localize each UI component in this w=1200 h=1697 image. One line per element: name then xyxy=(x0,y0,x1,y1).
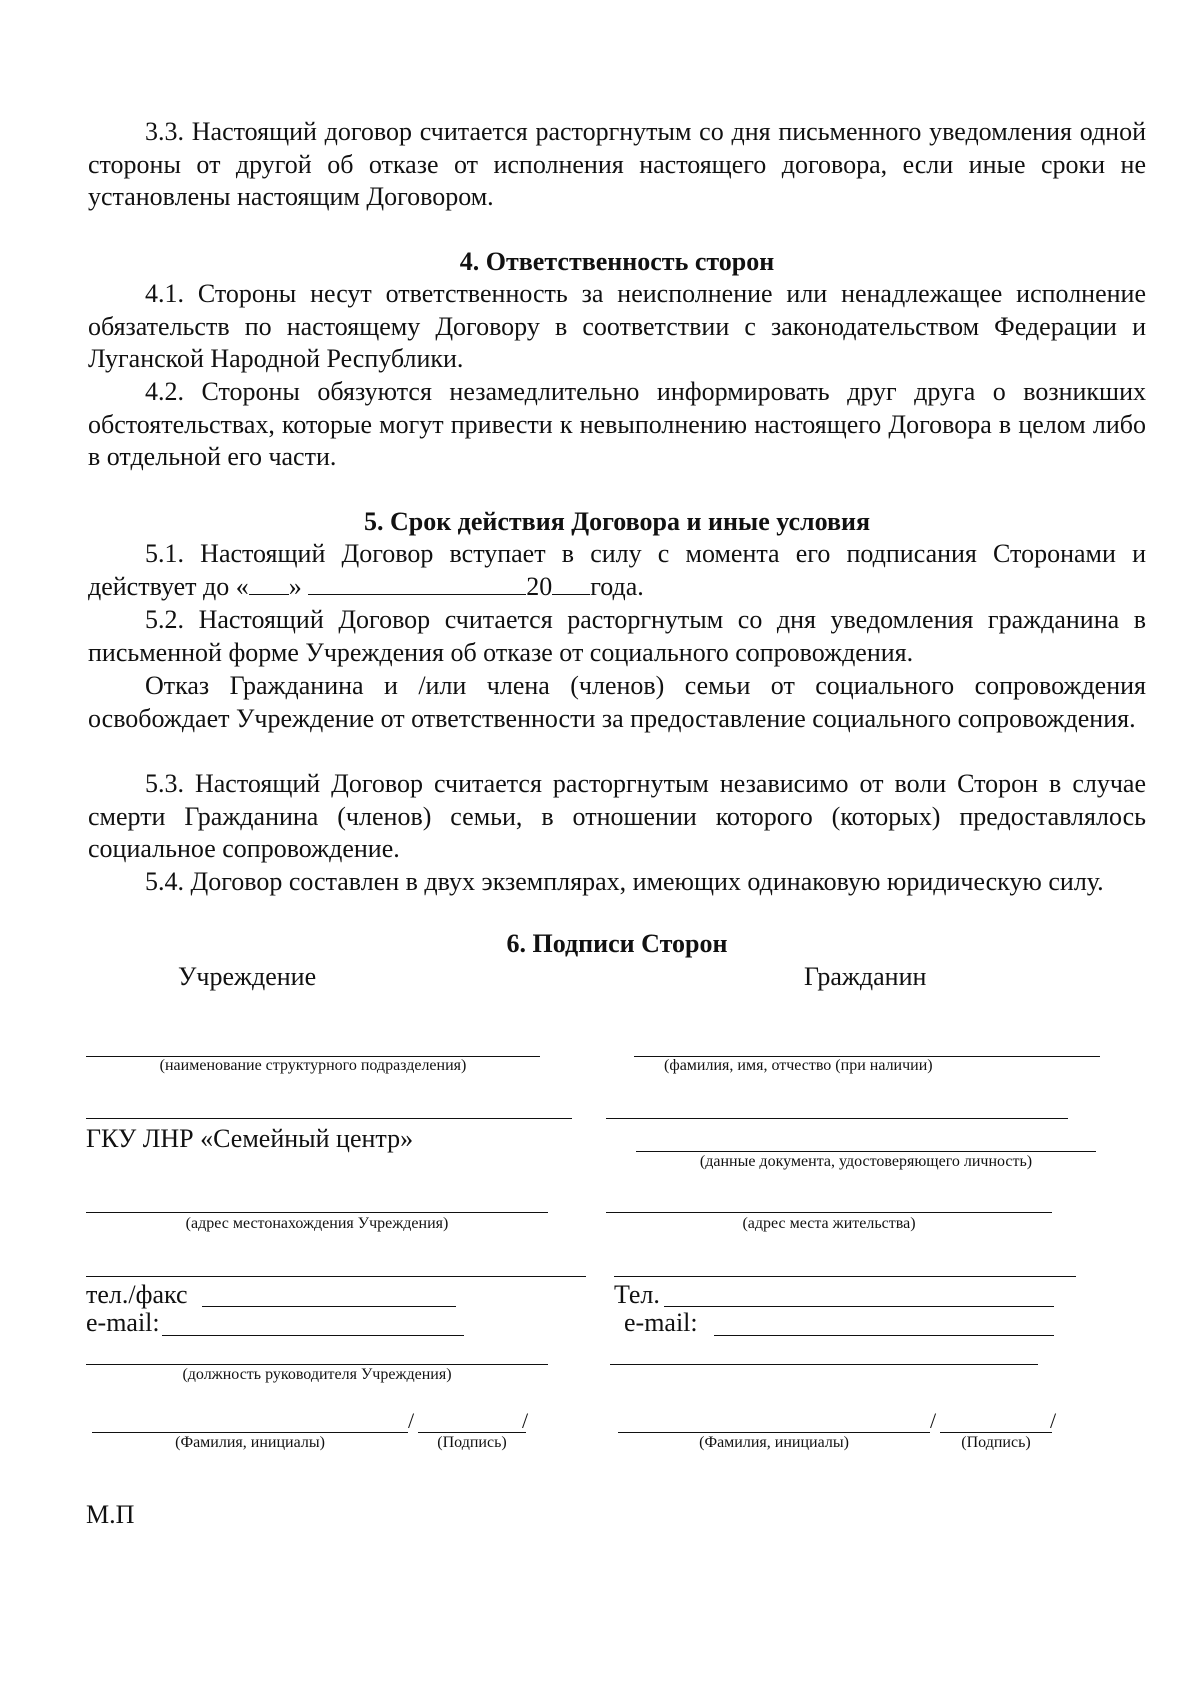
fullname-extra-line[interactable] xyxy=(606,1118,1068,1119)
residence-line[interactable] xyxy=(606,1212,1052,1213)
institution-title: Учреждение xyxy=(178,962,317,991)
citizen-contacts-line[interactable] xyxy=(614,1276,1076,1277)
citizen-title: Гражданин xyxy=(804,962,927,991)
institution-tel-field[interactable] xyxy=(202,1306,456,1307)
year-blank[interactable] xyxy=(552,572,590,595)
stamp-place-label: М.П xyxy=(86,1500,135,1529)
fullname-caption: (фамилия, имя, отчество (при наличии) xyxy=(664,1057,933,1074)
institution-signature-line[interactable] xyxy=(418,1432,526,1433)
citizen-slash-separator-end: / xyxy=(1050,1408,1057,1433)
institution-name-sign-line[interactable] xyxy=(92,1432,408,1433)
head-position-line[interactable] xyxy=(86,1364,548,1365)
institution-email-field[interactable] xyxy=(162,1335,464,1336)
citizen-slash-separator: / xyxy=(930,1408,937,1433)
citizen-email-label: e-mail: xyxy=(624,1308,698,1337)
paragraph-5-4: 5.4. Договор составлен в двух экземплярах, имеющих одинаковую юридическую силу. xyxy=(145,867,1104,896)
paragraph-5-3: 5.3. Настоящий Договор считается расторгнутым независимо от воли Сторон в случае смерти Гражданина (членов) семьи, в отношении которого (которых) предоставлялось социальное сопровождение. xyxy=(88,769,1146,864)
quote-close: » xyxy=(288,571,302,601)
head-position-caption: (должность руководителя Учреждения) xyxy=(182,1366,452,1383)
institution-name: ГКУ ЛНР «Семейный центр» xyxy=(86,1124,414,1153)
paragraph-5-2-refusal: Отказ Гражданина и /или члена (членов) семьи от социального сопровождения освобождает Учреждение от ответственности за предоставление социального сопровождения. xyxy=(88,671,1146,733)
paragraph-4-1: 4.1. Стороны несут ответственность за неисполнение или ненадлежащее исполнение обязательств по настоящему Договору в соответствии с законодательством Федерации и Луганской Народной Республики. xyxy=(88,279,1146,374)
citizen-name-sign-line[interactable] xyxy=(618,1432,930,1433)
paragraph-5-2: 5.2. Настоящий Договор считается расторгнутым со дня уведомления гражданина в письменной форме Учреждения об отказе от социального сопровождения. xyxy=(88,605,1146,667)
paragraph-5-1 xyxy=(88,538,1146,603)
paragraph-4-2: 4.2. Стороны обязуются незамедлительно информировать друг друга о возникших обстоятельствах, которые могут привести к невыполнению настоящего Договора в целом либо в отдельной его части. xyxy=(88,377,1146,472)
heading-section-5: 5. Срок действия Договора и иные условия xyxy=(363,507,871,536)
heading-section-4: 4. Ответственность сторон xyxy=(459,247,775,276)
institution-line[interactable] xyxy=(86,1118,572,1119)
month-blank[interactable] xyxy=(308,572,526,595)
slash-separator-end: / xyxy=(522,1408,529,1433)
institution-tel-label: тел./факс xyxy=(86,1280,188,1309)
citizen-name-caption: (Фамилия, инициалы) xyxy=(699,1434,849,1451)
institution-address-line[interactable] xyxy=(86,1212,548,1213)
institution-signature-caption: (Подпись) xyxy=(437,1434,507,1451)
institution-contacts-line[interactable] xyxy=(86,1276,586,1277)
year-suffix: года. xyxy=(590,571,644,601)
paragraph-3-3: 3.3. Настоящий договор считается расторгнутым со дня письменного уведомления одной стороны от другой об отказе от исполнения настоящего договора, если иные сроки не установлены настоящим Договором. xyxy=(88,117,1146,212)
id-document-caption: (данные документа, удостоверяющего личность) xyxy=(699,1153,1033,1170)
subdivision-caption: (наименование структурного подразделения) xyxy=(159,1057,467,1074)
year-prefix: 20 xyxy=(526,571,553,601)
citizen-tel-label: Тел. xyxy=(614,1280,660,1309)
institution-name-caption: (Фамилия, инициалы) xyxy=(175,1434,325,1451)
heading-section-6: 6. Подписи Сторон xyxy=(506,929,728,958)
residence-caption: (адрес места жительства) xyxy=(742,1215,916,1232)
id-document-line[interactable] xyxy=(636,1151,1096,1152)
slash-separator: / xyxy=(408,1408,415,1433)
citizen-extra-line[interactable] xyxy=(610,1364,1038,1365)
institution-address-caption: (адрес местонахождения Учреждения) xyxy=(185,1215,449,1232)
day-blank[interactable] xyxy=(249,572,289,595)
citizen-email-field[interactable] xyxy=(714,1335,1054,1336)
paragraph-5-1-text: 5.1. Настоящий Договор вступает в силу с момента его подписания Сторонами и действует до « xyxy=(88,539,1146,601)
citizen-signature-caption: (Подпись) xyxy=(961,1434,1031,1451)
citizen-signature-line[interactable] xyxy=(940,1432,1052,1433)
institution-email-label: e-mail: xyxy=(86,1308,160,1337)
citizen-tel-field[interactable] xyxy=(664,1306,1054,1307)
